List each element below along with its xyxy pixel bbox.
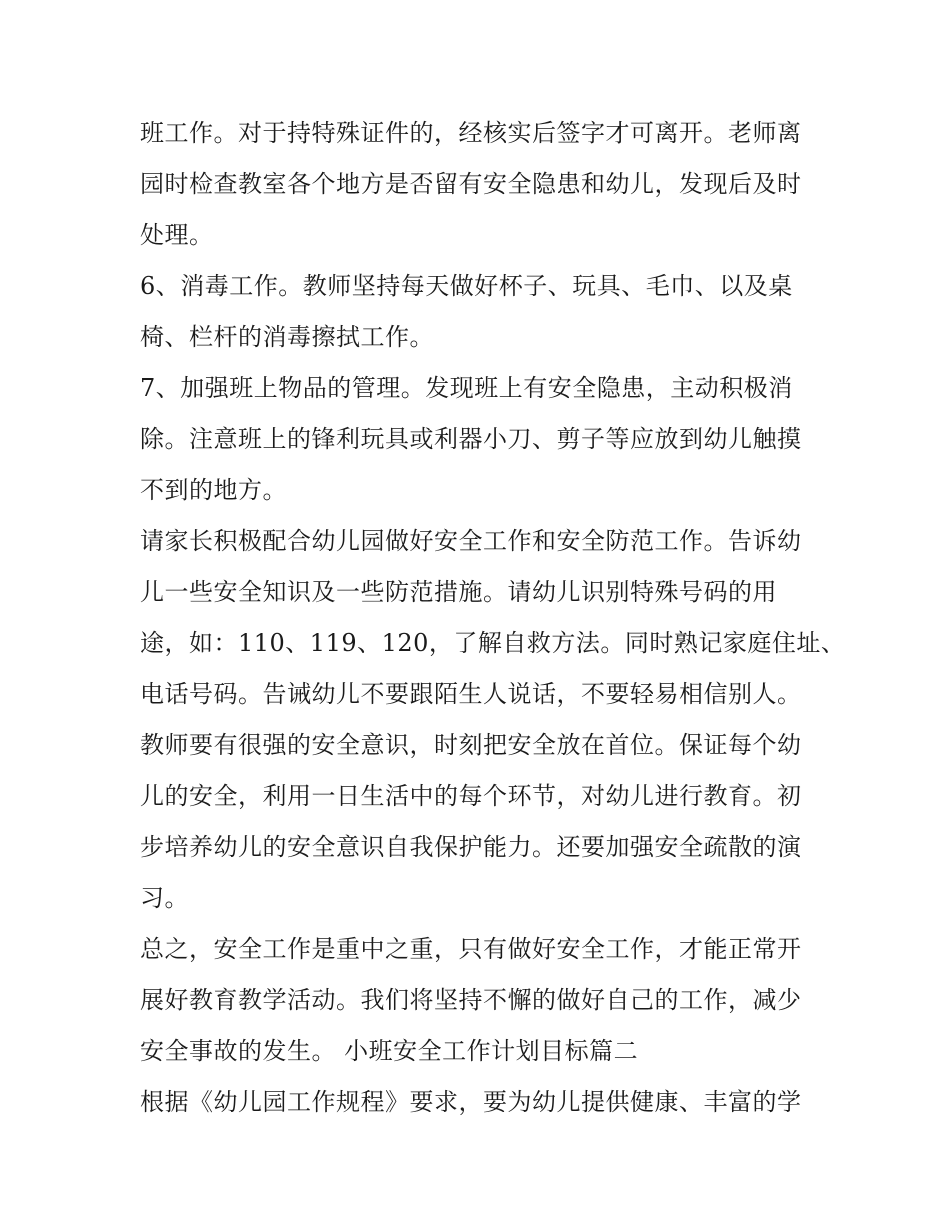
document-body <box>140 108 846 1128</box>
text-line: 除。注意班上的锋利玩具或利器小刀、剪子等应放到幼儿触摸 <box>140 425 802 453</box>
text-line: 园时检查教室各个地方是否留有安全隐患和幼儿，发现后及时 <box>140 170 802 198</box>
text-line: 椅、栏杆的消毒擦拭工作。 <box>140 323 434 351</box>
text-line: 步培养幼儿的安全意识自我保护能力。还要加强安全疏散的演 <box>140 833 802 861</box>
text-line: 电话号码。告诫幼儿不要跟陌生人说话，不要轻易相信别人。 <box>140 680 802 708</box>
text-line: 6、消毒工作。教师坚持每天做好杯子、玩具、毛巾、以及桌 <box>140 272 793 300</box>
text-line: 根据《幼儿园工作规程》要求，要为幼儿提供健康、丰富的学 <box>140 1088 802 1116</box>
text-line: 展好教育教学活动。我们将坚持不懈的做好自己的工作，减少 <box>140 986 802 1014</box>
text-line: 处理。 <box>140 221 214 249</box>
text-line: 总之，安全工作是重中之重，只有做好安全工作，才能正常开 <box>140 935 802 963</box>
text-line: 儿的安全，利用一日生活中的每个环节，对幼儿进行教育。初 <box>140 782 802 810</box>
text-line: 教师要有很强的安全意识，时刻把安全放在首位。保证每个幼 <box>140 731 802 759</box>
text-line: 不到的地方。 <box>140 476 287 504</box>
text-line: 儿一些安全知识及一些防范措施。请幼儿识别特殊号码的用 <box>140 578 777 606</box>
text-line: 请家长积极配合幼儿园做好安全工作和安全防范工作。告诉幼 <box>140 527 802 555</box>
text-line: 习。 <box>140 884 189 912</box>
text-line: 安全事故的发生。 小班安全工作计划目标篇二 <box>140 1037 639 1065</box>
text-line: 7、加强班上物品的管理。发现班上有安全隐患，主动积极消 <box>140 374 793 402</box>
text-line: 途，如：110、119、120，了解自救方法。同时熟记家庭住址、 <box>140 629 846 657</box>
text-line: 班工作。对于持特殊证件的，经核实后签字才可离开。老师离 <box>140 119 802 147</box>
